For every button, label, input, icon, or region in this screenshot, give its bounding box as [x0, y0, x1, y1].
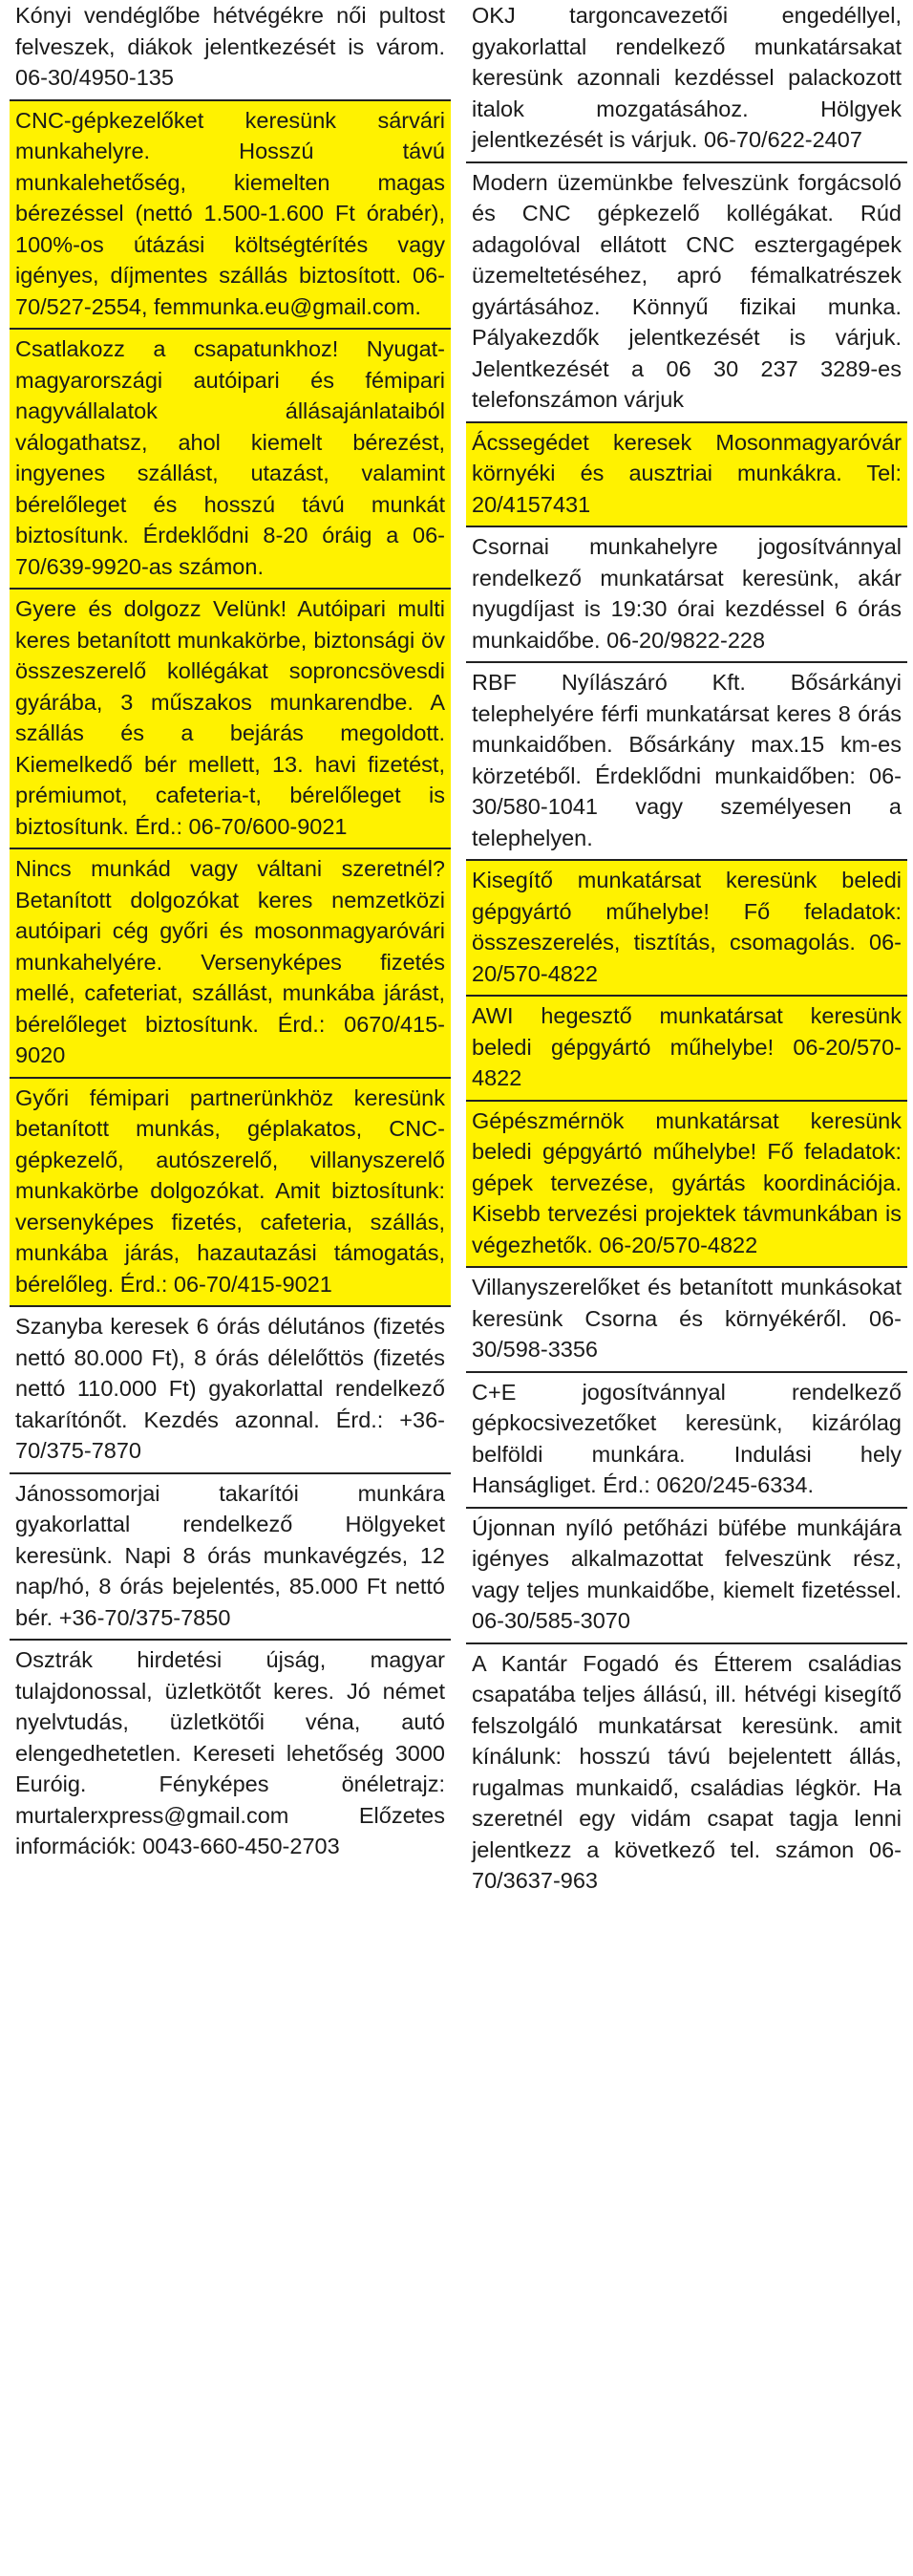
classified-ad: Kónyi vendéglőbe hétvégékre női pultost felveszek, diákok jelentkezését is várom. 06-30/4950-135 [10, 0, 451, 101]
classified-ad: Kisegítő munkatársat keresünk beledi gépgyártó műhelybe! Fő feladatok: összeszerelés, tisztítás, csomagolás. 06-20/570-4822 [466, 861, 907, 997]
classified-ad: Csornai munkahelyre jogosítvánnyal rendelkező munkatársat keresünk, akár nyugdíjast is 19:30 órai kezdéssel 6 órás munkaidőbe. 06-20/9822-228 [466, 527, 907, 663]
classified-ad: C+E jogosítvánnyal rendelkező gépkocsivezetőket keresünk, kizárólag belföldi munkára. Indulási hely Hanságliget. Érd.: 0620/245-6334. [466, 1373, 907, 1509]
classified-ad: Nincs munkád vagy váltani szeretnél? Betanított dolgozókat keres nemzetközi autóipari cég győri és mosonmagyaróvári munkahelyére. Versenyképes fizetés mellé, cafeteriat, szállást, munkába járást, bérelőleget biztosítunk. Érd.: 0670/415-9020 [10, 849, 451, 1079]
classified-ad: Osztrák hirdetési újság, magyar tulajdonossal, üzletkötőt keres. Jó német nyelvtudás, üzletkötői véna, autó elengedhetetlen. Kereseti lehetőség 3000 Euróig. Fényképes önéletrajz: murtalerxpress@gmail.com Előzetes információk: 0043-660-450-2703 [15, 1647, 445, 1858]
right-column [466, 0, 907, 1902]
classified-ad: Villanyszerelőket és betanított munkásokat keresünk Csorna és környékéről. 06-30/598-3356 [466, 1268, 907, 1373]
classified-ad: RBF Nyílászáró Kft. Bősárkányi telephelyére férfi munkatársat keres 8 órás munkaidőben. Bősárkány max.15 km-es körzetéből. Érdeklődni munkaidőben: 06-30/580-1041 vagy személyesen a telephelyen. [466, 663, 907, 861]
classified-ad: OKJ targoncavezetői engedéllyel, gyakorlattal rendelkező munkatársakat keresünk azonnali kezdéssel palackozott italok mozgatásához. Hölgyek jelentkezését is várjuk. 06-70/622-2407 [466, 0, 907, 163]
classified-ad: Modern üzemünkbe felveszünk forgácsoló és CNC gépkezelő kollégákat. Rúd adagolóval ellátott CNC esztergagépek üzemeltetéséhez, apró fémalkatrészek gyártásához. Könnyű fizikai munka. Pályakezdők jelentkezését is várjuk. Jelentkezését a 06 30 237 3289-es telefonszámon várjuk [466, 163, 907, 423]
classified-ad: CNC-gépkezelőket keresünk sárvári munkahelyre. Hosszú távú munkalehetőség, kiemelten magas bérezéssel (nettó 1.500-1.600 Ft órabér), 100%-os útázási költségtérítés vagy igényes, díjmentes szállás biztosított. 06-70/527-2554, femmunka.eu@gmail.com. [10, 101, 451, 331]
classified-ad: Újonnan nyíló petőházi büfébe munkájára igényes alkalmazottat felveszünk rész, vagy teljes munkaidőbe, kiemelt fizetéssel. 06-30/585-3070 [466, 1509, 907, 1644]
classified-ad: Győri fémipari partnerünkhöz keresünk betanított munkás, géplakatos, CNC-gépkezelő, autószerelő, villanyszerelő munkakörbe dolgozókat. Amit biztosítunk: versenyképes fizetés, cafeteria, szállás, munkába járás, hazautazási támogatás, bérelőleg. Érd.: 06-70/415-9021 [10, 1079, 451, 1308]
classified-ad: Gépészmérnök munkatársat keresünk beledi gépgyártó műhelybe! Fő feladatok: gépek tervezése, gyártás koordinációja. Kisebb tervezési projektek távmunkában is végezhetők. 06-20/570-4822 [466, 1102, 907, 1269]
classified-ad: A Kantár Fogadó és Étterem családias csapatába teljes állású, ill. hétvégi kisegítő felszolgáló munkatársat keresünk. amit kínálunk: hosszú távú bejelentett állás, rugalmas munkaidő, családias légkör. Ha szeretnél egy vidám csapat tagja lenni jelentkezz a következő tel. számon 06-70/3637-963 [472, 1650, 902, 1893]
left-column [10, 0, 451, 1868]
classified-ad: AWI hegesztő munkatársat keresünk beledi gépgyártó műhelybe! 06-20/570-4822 [466, 997, 907, 1102]
classified-ad: Csatlakozz a csapatunkhoz! Nyugat-magyarországi autóipari és fémipari nagyvállalatok állásajánlataiból válogathatsz, ahol kiemelt bérezést, ingyenes szállást, utazást, valamint bérelőleget és hosszú távú munkát biztosítunk. Érdeklődni 8-20 óráig a 06-70/639-9920-as számon. [10, 330, 451, 590]
classified-ad: Szanyba keresek 6 órás délutános (fizetés nettó 80.000 Ft), 8 órás délelőttös (fizetés nettó 110.000 Ft) gyakorlattal rendelkező takarítónőt. Kezdés azonnal. Érd.: +36-70/375-7870 [10, 1307, 451, 1474]
classified-ad: Gyere és dolgozz Velünk! Autóipari multi keres betanított munkakörbe, biztonsági öv összeszerelő kollégákat soproncsövesdi gyárába, 3 műszakos munkarendbe. A szállás és a bejárás megoldott. Kiemelkedő bér mellett, 13. havi fizetést, prémiumot, cafeteria-t, bérelőleget is biztosítunk. Érd.: 06-70/600-9021 [10, 590, 451, 849]
classified-ad: Jánossomorjai takarítói munkára gyakorlattal rendelkező Hölgyeket keresünk. Napi 8 órás munkavégzés, 12 nap/hó, 8 órás bejelentés, 85.000 Ft nettó bér. +36-70/375-7850 [10, 1474, 451, 1642]
classified-ad: Ácssegédet keresek Mosonmagyaróvár környéki és ausztriai munkákra. Tel: 20/4157431 [466, 423, 907, 528]
